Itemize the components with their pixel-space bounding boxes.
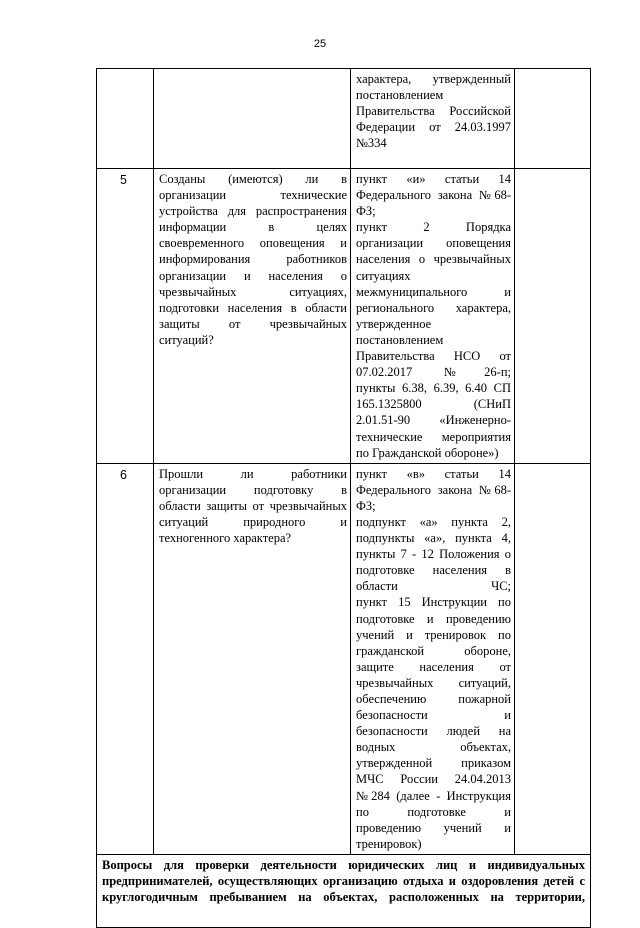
basis-cell bbox=[351, 463, 515, 854]
text-line: 2.01.51-90 «Инженерно- bbox=[356, 413, 511, 428]
page-number: 25 bbox=[313, 38, 327, 50]
text-line: организации оповещения bbox=[356, 236, 511, 251]
text-line: пункт 15 Инструкции по bbox=[356, 595, 511, 610]
text-line: подпункты «а», пункта 4, bbox=[356, 531, 511, 546]
text-line: пункты 6.38, 6.39, 6.40 СП bbox=[356, 381, 511, 396]
text-line: подготовке населения в bbox=[356, 563, 511, 578]
text-line: пункты 7 - 12 Положения о bbox=[356, 547, 511, 562]
note-cell bbox=[515, 463, 591, 854]
text-line: Федерального закона №68- bbox=[356, 188, 511, 203]
text-line: утвержденное bbox=[356, 316, 432, 331]
text-line: проведению учений и bbox=[356, 820, 511, 835]
text-line: 165.1325800 (СНиП bbox=[356, 397, 511, 412]
text-line: МЧС России 24.04.2013 bbox=[356, 772, 511, 787]
text-line: утвержденной приказом bbox=[356, 756, 511, 771]
text-line: №334 bbox=[356, 136, 387, 151]
basis-cell bbox=[351, 69, 515, 169]
table-row bbox=[97, 169, 591, 464]
text-line: Федерации от 24.03.1997 bbox=[356, 120, 511, 135]
text-line: ФЗ; bbox=[356, 498, 376, 513]
text-line: технические мероприятия bbox=[356, 429, 511, 444]
text-line: 07.02.2017 №26-п; bbox=[356, 365, 511, 380]
text-line: по подготовке и bbox=[356, 804, 511, 819]
text-line: чрезвычайных ситуаций, bbox=[356, 675, 511, 690]
basis-cell bbox=[351, 169, 515, 464]
text-line: Прошли ли работники bbox=[159, 466, 347, 481]
text-line: подпункт «а» пункта 2, bbox=[356, 514, 511, 529]
text-line: пункт «и» статьи 14 bbox=[356, 172, 511, 186]
text-line: устройства для распространения bbox=[159, 204, 347, 219]
text-line: ФЗ; bbox=[356, 204, 376, 219]
text-line: постановлением bbox=[356, 332, 444, 347]
text-line: ситуациях bbox=[356, 268, 411, 283]
text-line: Федерального закона №68- bbox=[356, 482, 511, 497]
text-line: водных объектах, bbox=[356, 740, 511, 755]
section-header-row bbox=[97, 854, 591, 927]
row-number-cell bbox=[97, 69, 154, 169]
text-line: ситуаций природного и bbox=[159, 514, 347, 529]
text-line: техногенного характера? bbox=[159, 531, 292, 546]
text-line: области ЧС; bbox=[356, 579, 511, 594]
text-line: защите населения от bbox=[356, 659, 511, 674]
text-line: обеспечению пожарной bbox=[356, 692, 511, 706]
text-line: круглогодичным пребыванием на объектах, расположенных на территории, bbox=[102, 890, 585, 905]
text-line: межмуниципального и bbox=[356, 284, 511, 299]
text-line: постановлением bbox=[356, 88, 444, 103]
text-line: Вопросы для проверки деятельности юридических лиц и индивидуальных bbox=[102, 857, 585, 872]
text-line: области защиты от чрезвычайных bbox=[159, 498, 347, 513]
question-cell bbox=[154, 69, 351, 169]
text-line: регионального характера, bbox=[356, 300, 511, 315]
text-line: безопасности и bbox=[356, 708, 511, 723]
table-row bbox=[97, 463, 591, 854]
text-line: пункт «в» статьи 14 bbox=[356, 466, 511, 481]
text-line: учений и тренировок по bbox=[356, 627, 511, 642]
text-line: пункт 2 Порядка bbox=[356, 220, 511, 235]
text-line: предпринимателей, осуществляющих организацию отдыха и оздоровления детей с bbox=[102, 874, 585, 889]
section-header bbox=[97, 854, 591, 927]
row-number-cell: 6 bbox=[97, 463, 154, 854]
text-line: информирования работников bbox=[159, 252, 347, 267]
text-line: гражданской обороне, bbox=[356, 643, 511, 658]
text-line: подготовки населения в области bbox=[159, 300, 347, 315]
text-line: организации подготовку в bbox=[159, 482, 347, 497]
requirements-table bbox=[96, 68, 591, 928]
text-line: своевременного оповещения и bbox=[159, 236, 347, 251]
text-line: организации и населения о bbox=[159, 268, 347, 283]
text-line: по Гражданской обороне») bbox=[356, 445, 499, 460]
row-number-cell: 5 bbox=[97, 169, 154, 464]
question-cell bbox=[154, 463, 351, 854]
note-cell bbox=[515, 169, 591, 464]
text-line: организации технические bbox=[159, 188, 347, 203]
text-line: Правительства НСО от bbox=[356, 349, 511, 364]
text-line: Созданы (имеются) ли в bbox=[159, 172, 347, 186]
text-line: чрезвычайных ситуациях, bbox=[159, 284, 347, 299]
text-line: подготовке и проведению bbox=[356, 611, 511, 626]
text-line: населения о чрезвычайных bbox=[356, 252, 511, 267]
text-line: Правительства Российской bbox=[356, 104, 511, 119]
question-cell bbox=[154, 169, 351, 464]
text-line: безопасности людей на bbox=[356, 724, 511, 739]
text-line: характера, утвержденный bbox=[356, 72, 511, 86]
text-line: информации в целях bbox=[159, 220, 347, 235]
table-row-continuation bbox=[97, 69, 591, 169]
text-line: защиты от чрезвычайных bbox=[159, 316, 347, 331]
text-line: тренировок) bbox=[356, 836, 422, 851]
text-line: ситуаций? bbox=[159, 332, 214, 347]
note-cell bbox=[515, 69, 591, 169]
text-line: №284 (далее - Инструкция bbox=[356, 788, 511, 803]
